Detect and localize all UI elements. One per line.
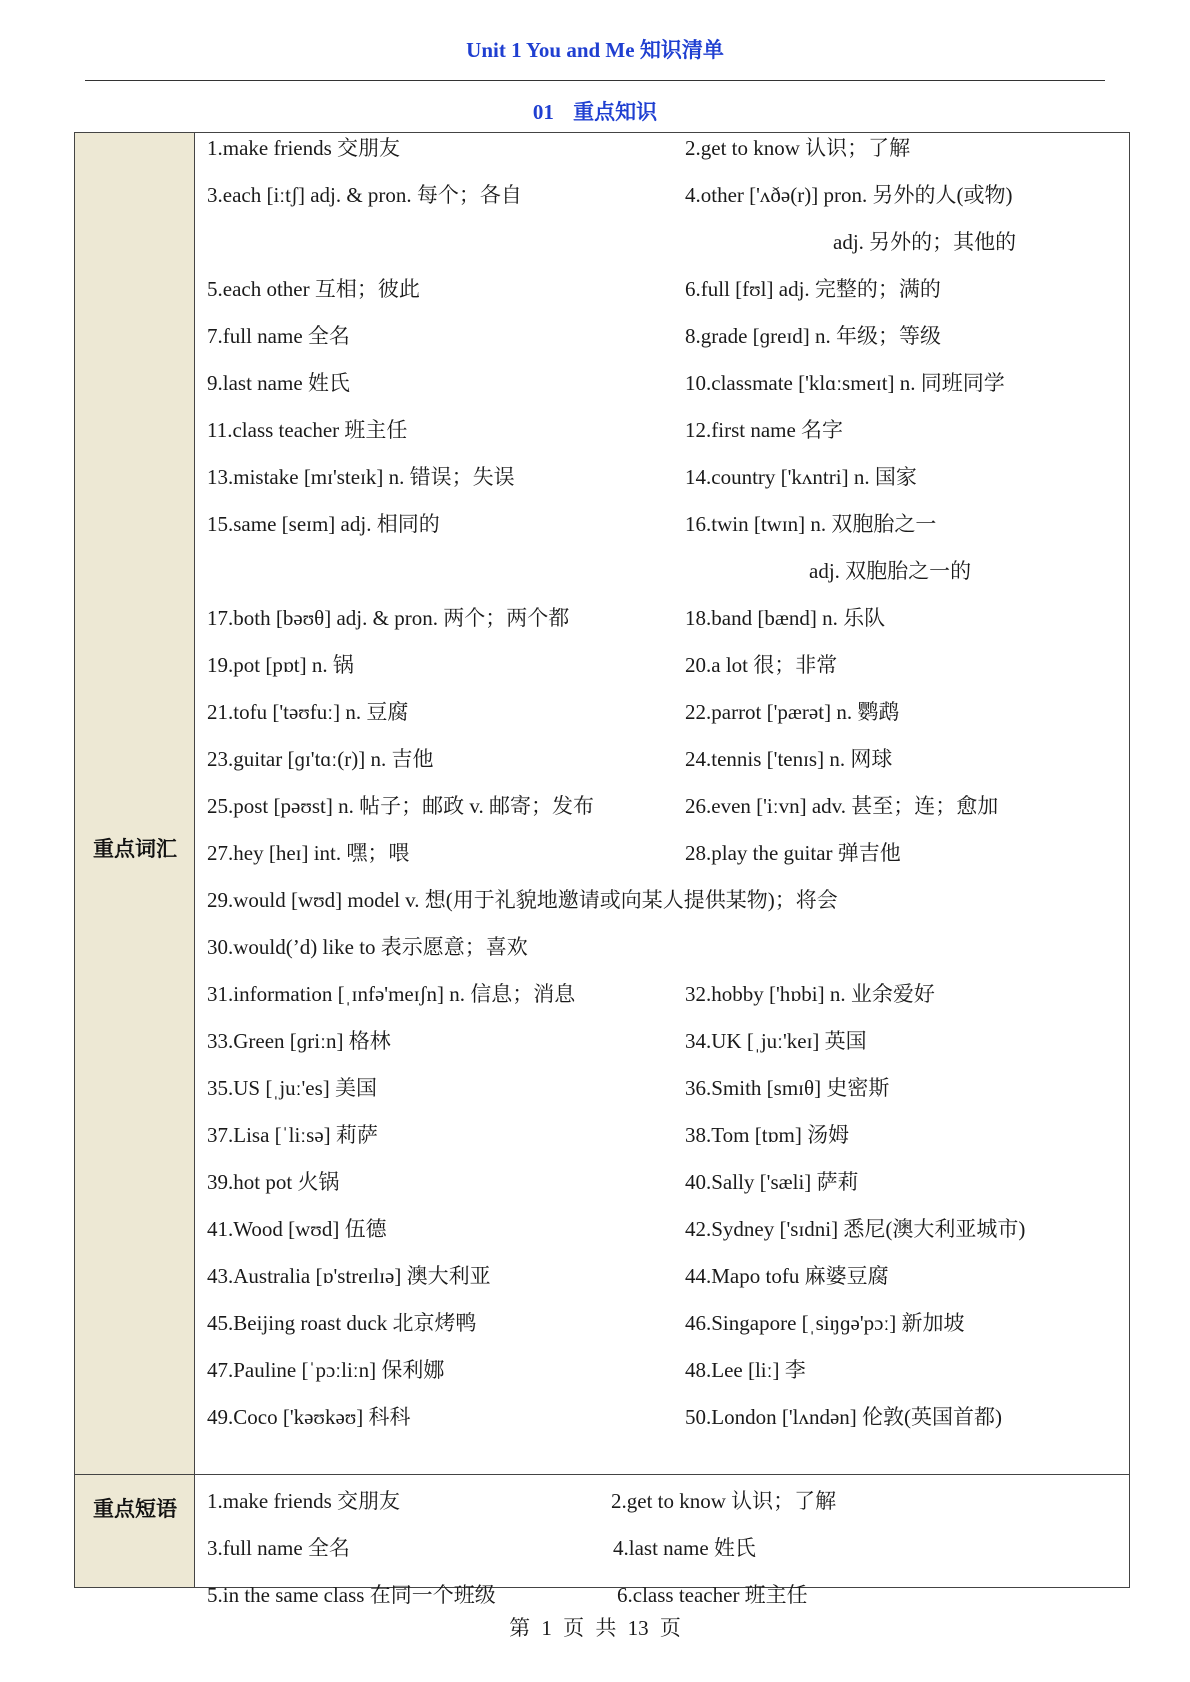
section-title: 重点知识 <box>573 100 658 124</box>
vocab-entry: 28.play the guitar 弹吉他 <box>685 841 901 865</box>
vocab-entry: 5.each other 互相；彼此 <box>207 277 420 301</box>
vocab-entry: 24.tennis ['tenɪs] n. 网球 <box>685 747 893 771</box>
vocab-entry: 2.get to know 认识；了解 <box>685 136 911 160</box>
vocab-entry: 33.Green [ɡriːn] 格林 <box>207 1029 391 1053</box>
vocab-entry: 14.country ['kʌntri] n. 国家 <box>685 465 917 489</box>
vocab-entry: 13.mistake [mɪ'steɪk] n. 错误；失误 <box>207 465 515 489</box>
vocab-entry: 39.hot pot 火锅 <box>207 1170 340 1194</box>
vocab-entry: 25.post [pəʊst] n. 帖子；邮政 v. 邮寄；发布 <box>207 794 594 818</box>
phrase-entry: 1.make friends 交朋友 <box>207 1489 401 1513</box>
phrase-entry: 2.get to know 认识；了解 <box>611 1489 837 1513</box>
vocab-entry: 36.Smith [smɪθ] 史密斯 <box>685 1076 890 1100</box>
vocab-entry: 50.London ['lʌndən] 伦敦(英国首都) <box>685 1405 1002 1429</box>
vocab-entry: 3.each [iːtʃ] adj. & pron. 每个；各自 <box>207 183 522 207</box>
vocab-entry: 23.guitar [ɡɪ'tɑː(r)] n. 吉他 <box>207 747 434 771</box>
phrase-entry: 5.in the same class 在同一个班级 <box>207 1583 496 1607</box>
phrases-label: 重点短语 <box>93 1497 177 1521</box>
vocab-entry: 42.Sydney ['sɪdni] 悉尼(澳大利亚城市) <box>685 1217 1026 1241</box>
vocab-entry: 9.last name 姓氏 <box>207 371 350 395</box>
footer-page-word: 页 <box>563 1616 585 1640</box>
table-row-divider <box>75 1474 1129 1475</box>
vocab-entry: 27.hey [heɪ] int. 嘿；喂 <box>207 841 410 865</box>
vocab-entry: 7.full name 全名 <box>207 324 350 348</box>
vocab-entry: 32.hobby ['hɒbi] n. 业余爱好 <box>685 982 935 1006</box>
footer-total-pages: 13 <box>627 1616 649 1640</box>
vocab-entry: 6.full [fʊl] adj. 完整的；满的 <box>685 277 941 301</box>
vocab-entry: 17.both [bəʊθ] adj. & pron. 两个；两个都 <box>207 606 570 630</box>
footer-suffix: 页 <box>659 1616 681 1640</box>
footer-total-word: 共 <box>595 1616 617 1640</box>
vocab-entry: 31.information [ˌɪnfə'meɪʃn] n. 信息；消息 <box>207 982 576 1006</box>
section-number: 01 <box>532 100 554 124</box>
vocab-entry: 37.Lisa [ˈliːsə] 莉萨 <box>207 1123 378 1147</box>
vocab-entry: 46.Singapore [ˌsiŋɡə'pɔː] 新加坡 <box>685 1311 965 1335</box>
page-footer <box>0 1612 1190 1642</box>
phrase-entry: 4.last name 姓氏 <box>613 1536 756 1560</box>
vocab-entry: 47.Pauline [ˈpɔːliːn] 保利娜 <box>207 1358 445 1382</box>
vocab-label: 重点词汇 <box>93 837 177 861</box>
vocab-entry: 44.Mapo tofu 麻婆豆腐 <box>685 1264 889 1288</box>
vocab-entry: 45.Beijing roast duck 北京烤鸭 <box>207 1311 477 1335</box>
page-header-title: Unit 1 You and Me 知识清单 <box>466 38 724 62</box>
vocab-entry: adj. 双胞胎之一的 <box>809 559 972 583</box>
footer-page-number: 1 <box>541 1616 552 1640</box>
vocab-entry: 18.band [bænd] n. 乐队 <box>685 606 886 630</box>
phrase-entry: 3.full name 全名 <box>207 1536 350 1560</box>
vocab-entry: 30.would(’d) like to 表示愿意；喜欢 <box>207 935 528 959</box>
phrase-entry: 6.class teacher 班主任 <box>617 1583 808 1607</box>
vocab-entry: 29.would [wʊd] model v. 想(用于礼貌地邀请或向某人提供某物)；将会 <box>207 888 838 912</box>
vocab-entry: 20.a lot 很；非常 <box>685 653 838 677</box>
vocab-entry: 34.UK [ˌjuː'keɪ] 英国 <box>685 1029 867 1053</box>
vocab-entry: 22.parrot ['pærət] n. 鹦鹉 <box>685 700 900 724</box>
vocab-entry: 1.make friends 交朋友 <box>207 136 401 160</box>
vocab-entry: adj. 另外的；其他的 <box>833 230 1017 254</box>
vocab-entry: 19.pot [pɒt] n. 锅 <box>207 653 354 677</box>
vocab-entry: 38.Tom [tɒm] 汤姆 <box>685 1123 850 1147</box>
vocab-entry: 26.even ['iːvn] adv. 甚至；连；愈加 <box>685 794 999 818</box>
vocab-entry: 40.Sally ['sæli] 萨莉 <box>685 1170 859 1194</box>
header-divider <box>85 80 1105 81</box>
vocab-entry: 35.US [ˌjuː'es] 美国 <box>207 1076 378 1100</box>
knowledge-table <box>74 132 1130 1607</box>
footer-prefix: 第 <box>509 1616 531 1640</box>
vocab-entry: 41.Wood [wʊd] 伍德 <box>207 1217 387 1241</box>
section-heading <box>0 96 1190 126</box>
vocab-entry: 21.tofu ['təʊfuː] n. 豆腐 <box>207 700 409 724</box>
vocab-entry: 11.class teacher 班主任 <box>207 418 408 442</box>
vocab-entry: 16.twin [twɪn] n. 双胞胎之一 <box>685 512 937 536</box>
vocab-entry: 43.Australia [ɒ'streɪlɪə] 澳大利亚 <box>207 1264 491 1288</box>
vocab-entry: 8.grade [ɡreɪd] n. 年级；等级 <box>685 324 942 348</box>
vocab-entry: 48.Lee [liː] 李 <box>685 1358 806 1382</box>
vocab-entry: 12.first name 名字 <box>685 418 844 442</box>
vocab-entry: 49.Coco ['kəʊkəʊ] 科科 <box>207 1405 411 1429</box>
vocab-entry: 4.other ['ʌðə(r)] pron. 另外的人(或物) <box>685 183 1013 207</box>
vocab-entry: 10.classmate ['klɑːsmeɪt] n. 同班同学 <box>685 371 1005 395</box>
vocab-entry: 15.same [seɪm] adj. 相同的 <box>207 512 440 536</box>
